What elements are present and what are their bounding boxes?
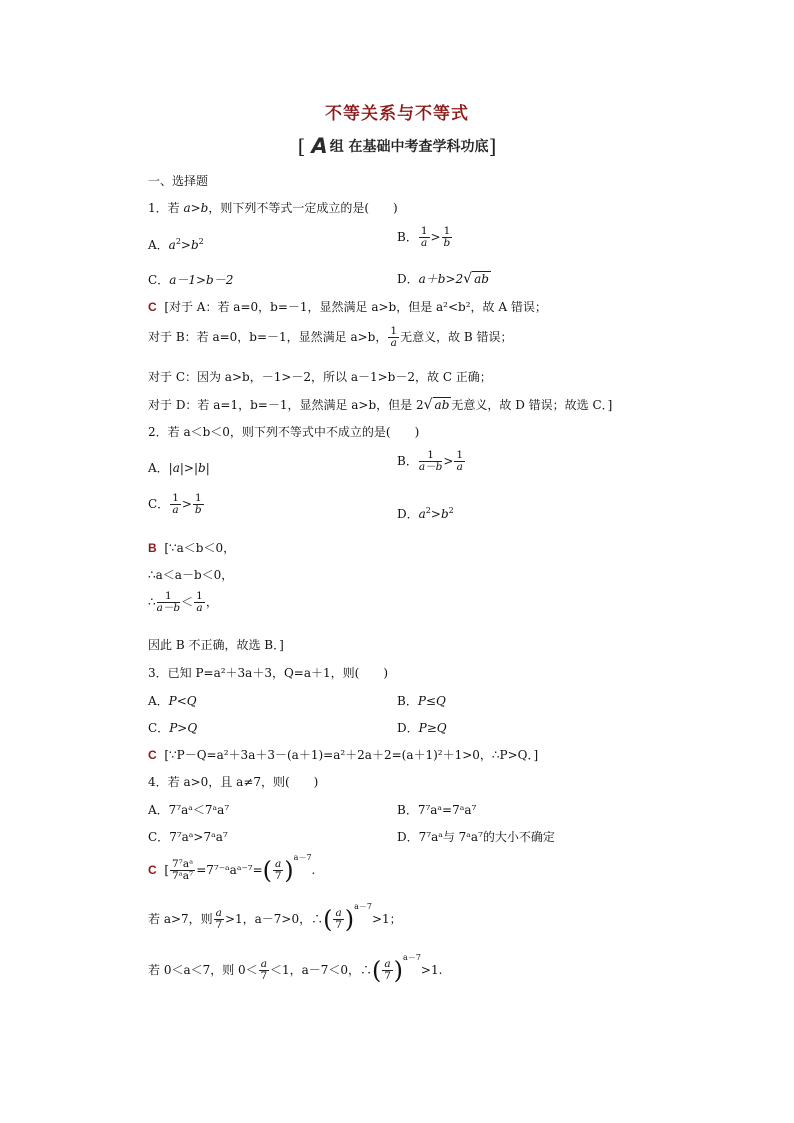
q4-solution-line-3: 若 0＜a＜7，则 0＜ $\frac{a}{7}$ ＜1，a－7＜0，∴( $\frac{a}{7}$ )$^{a-7}$>1. <box>148 953 443 985</box>
group-label: 组 在基础中考查学科功底 <box>329 139 489 155</box>
q2-solution-line-4: 因此 B 不正确，故选 B．] <box>148 638 284 652</box>
q1-option-c: C．a－1>b－2 <box>148 273 234 287</box>
group-open-bracket: [ <box>297 134 306 158</box>
group-close-bracket: ] <box>488 134 497 158</box>
q3-option-c: C．P>Q <box>148 721 198 735</box>
q3-option-b: B．P≤Q <box>397 694 446 708</box>
q1-solution-line-3: 对于 C：因为 a>b，－1>－2，所以 a－1>b－2，故 C 正确； <box>148 370 492 384</box>
q4-solution-line-2: 若 a>7，则 $\frac{a}{7}$ >1，a－7>0，∴( $\frac{a}{7}$ )$^{a-7}$>1； <box>148 902 402 934</box>
group-letter: A <box>311 134 328 158</box>
q1-option-d: D．a＋b>2√ ab <box>397 271 489 287</box>
q2-solution-line-1: B [∵a＜b＜0， <box>148 541 236 555</box>
q3-stem: 3．已知 P=a²＋3a＋3，Q=a＋1，则( ) <box>148 666 389 680</box>
q1-solution-line-4: 对于 D：若 a=1，b=－1，显然满足 a>b，但是 2√ ab 无意义，故 D 错误；故选 C．] <box>148 397 613 413</box>
q1-stem: 1．若 a>b，则下列不等式一定成立的是( ) <box>148 201 398 215</box>
q4-option-a: A．7⁷aᵃ＜7ᵃa⁷ <box>148 803 230 817</box>
q4-answer: C <box>148 863 157 877</box>
q2-solution-line-2: ∴a＜a－b＜0， <box>148 568 234 582</box>
q1-option-b: B． $\frac{1}{a}$ > $\frac{1}{b}$ <box>397 225 451 250</box>
q1-solution-line-2: 对于 B：若 a=0，b=－1，显然满足 a>b， $\frac{1}{a}$ 无意义，故 B 错误； <box>148 325 513 350</box>
q4-solution-line-1: C [ $\frac{\text{7⁷aᵃ}}{\text{7ᵃa⁷}}$ =7⁷⁻ᵃaᵃ⁻⁷=( $\frac{a}{7}$ )$^{a-7}$. <box>148 853 316 885</box>
q3-option-d: D．P≥Q <box>397 721 447 735</box>
q3-answer: C <box>148 748 157 762</box>
q1-solution-line-1: C [对于 A：若 a=0，b=－1，显然满足 a>b，但是 a²<b²，故 A 错误； <box>148 300 547 314</box>
q3-solution: C [∵P－Q=a²＋3a＋3－(a＋1)=a²＋2a＋2=(a＋1)²＋1>0，∴P>Q．] <box>148 748 539 762</box>
q2-option-c: C． $\frac{1}{a}$ > $\frac{1}{b}$ <box>148 492 202 517</box>
section-heading: 一、选择题 <box>148 174 209 188</box>
q4-stem: 4．若 a>0，且 a≠7，则( ) <box>148 775 319 789</box>
q2-option-b: B． $\frac{1}{a-b}$ > $\frac{1}{a}$ <box>397 449 464 474</box>
q1-answer: C <box>148 300 157 314</box>
group-heading <box>0 134 794 158</box>
q4-option-b: B．7⁷aᵃ=7ᵃa⁷ <box>397 803 477 817</box>
q4-option-d: D．7⁷aᵃ与 7ᵃa⁷的大小不确定 <box>397 830 555 844</box>
q4-option-c: C．7⁷aᵃ>7ᵃa⁷ <box>148 830 228 844</box>
q1-option-a: A．$a^2>b^2$ <box>148 237 204 252</box>
q2-stem: 2．若 a＜b＜0，则下列不等式中不成立的是( ) <box>148 425 420 439</box>
q3-option-a: A．P<Q <box>148 694 197 708</box>
q2-solution-line-3: ∴ $\frac{1}{a-b}$ ＜ $\frac{1}{a}$ ， <box>148 590 218 615</box>
q2-option-a: A．|a|>|b| <box>148 461 210 475</box>
q2-answer: B <box>148 541 157 555</box>
page-title: 不等关系与不等式 <box>325 104 469 124</box>
q2-option-d: D．$a^2>b^2$ <box>397 506 454 521</box>
